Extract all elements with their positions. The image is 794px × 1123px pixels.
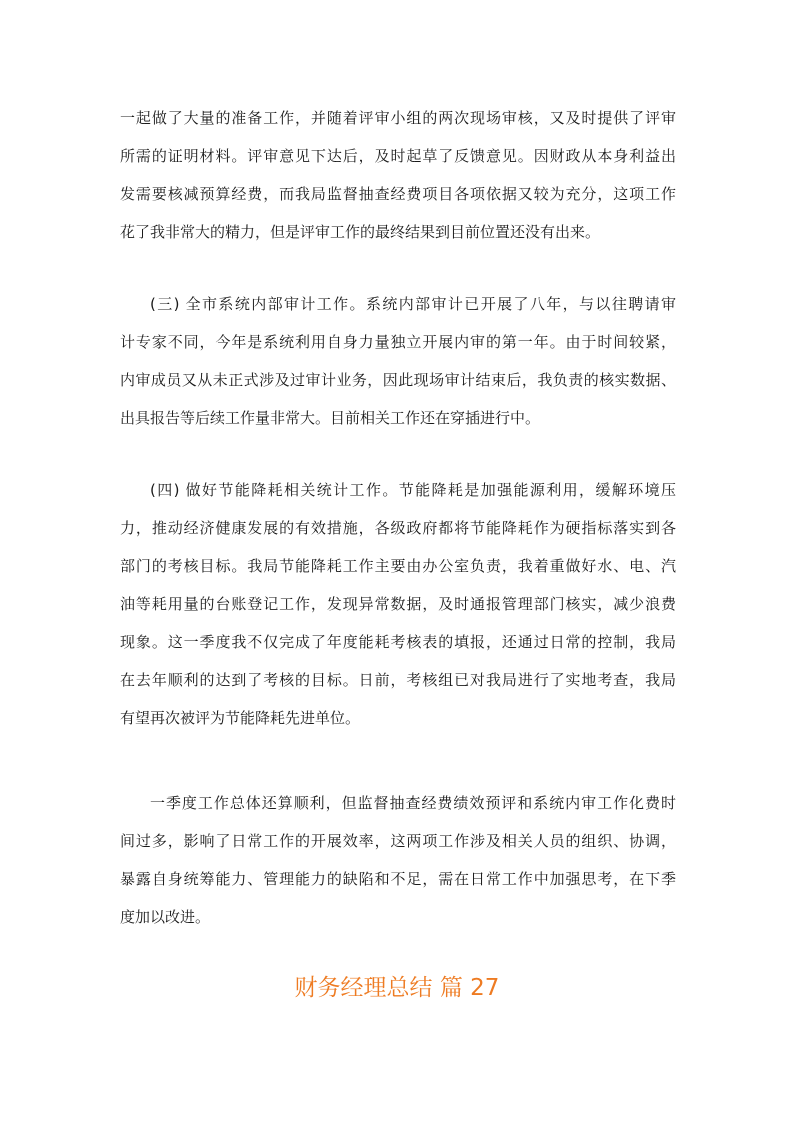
text-line: 在去年顺利的达到了考核的目标。日前，考核组已对我局进行了实地考查，我局 <box>120 671 676 689</box>
text-line: 所需的证明材料。评审意见下达后，及时起草了反馈意见。因财政从本身利益出 <box>120 147 676 165</box>
text-line: 发需要核减预算经费，而我局监督抽查经费项目各项依据又较为充分，这项工作 <box>120 185 676 203</box>
text-line: 计专家不同，今年是系统利用自身力量独立开展内审的第一年。由于时间较紧， <box>120 333 676 351</box>
text-line: 有望再次被评为节能降耗先进单位。 <box>120 709 361 727</box>
paragraph-quarter-summary <box>120 784 676 936</box>
text-line: 内审成员又从未正式涉及过审计业务，因此现场审计结束后，我负责的核实数据、 <box>120 371 676 389</box>
text-line: 间过多，影响了日常工作的开展效率，这两项工作涉及相关人员的组织、协调， <box>120 832 676 850</box>
paragraph-energy-saving <box>120 471 676 737</box>
text-line: 一季度工作总体还算顺利，但监督抽查经费绩效预评和系统内审工作化费时 <box>150 794 676 812</box>
text-line: (四) 做好节能降耗相关统计工作。节能降耗是加强能源利用，缓解环境压 <box>150 481 676 499</box>
text-line: 花了我非常大的精力，但是评审工作的最终结果到目前位置还没有出来。 <box>120 223 601 241</box>
text-line: 力，推动经济健康发展的有效措施，各级政府都将节能降耗作为硬指标落实到各 <box>120 519 676 537</box>
text-line: 暴露自身统筹能力、管理能力的缺陷和不足，需在日常工作中加强思考，在下季 <box>120 870 676 888</box>
text-line: 度加以改进。 <box>120 908 211 926</box>
text-line: 油等耗用量的台账登记工作，发现异常数据，及时通报管理部门核实，减少浪费 <box>120 595 676 613</box>
paragraph-evaluation-work <box>120 99 676 251</box>
text-line: 出具报告等后续工作量非常大。目前相关工作还在穿插进行中。 <box>120 409 541 427</box>
text-line: (三) 全市系统内部审计工作。系统内部审计已开展了八年，与以往聘请审 <box>150 295 676 313</box>
text-line: 一起做了大量的准备工作，并随着评审小组的两次现场审核，又及时提供了评审 <box>120 109 676 127</box>
section-heading: 财务经理总结 篇 27 <box>294 975 500 1001</box>
paragraph-internal-audit <box>120 285 676 437</box>
text-line: 现象。这一季度我不仅完成了年度能耗考核表的填报，还通过日常的控制，我局 <box>120 633 676 651</box>
text-line: 部门的考核目标。我局节能降耗工作主要由办公室负责，我着重做好水、电、汽 <box>120 557 676 575</box>
